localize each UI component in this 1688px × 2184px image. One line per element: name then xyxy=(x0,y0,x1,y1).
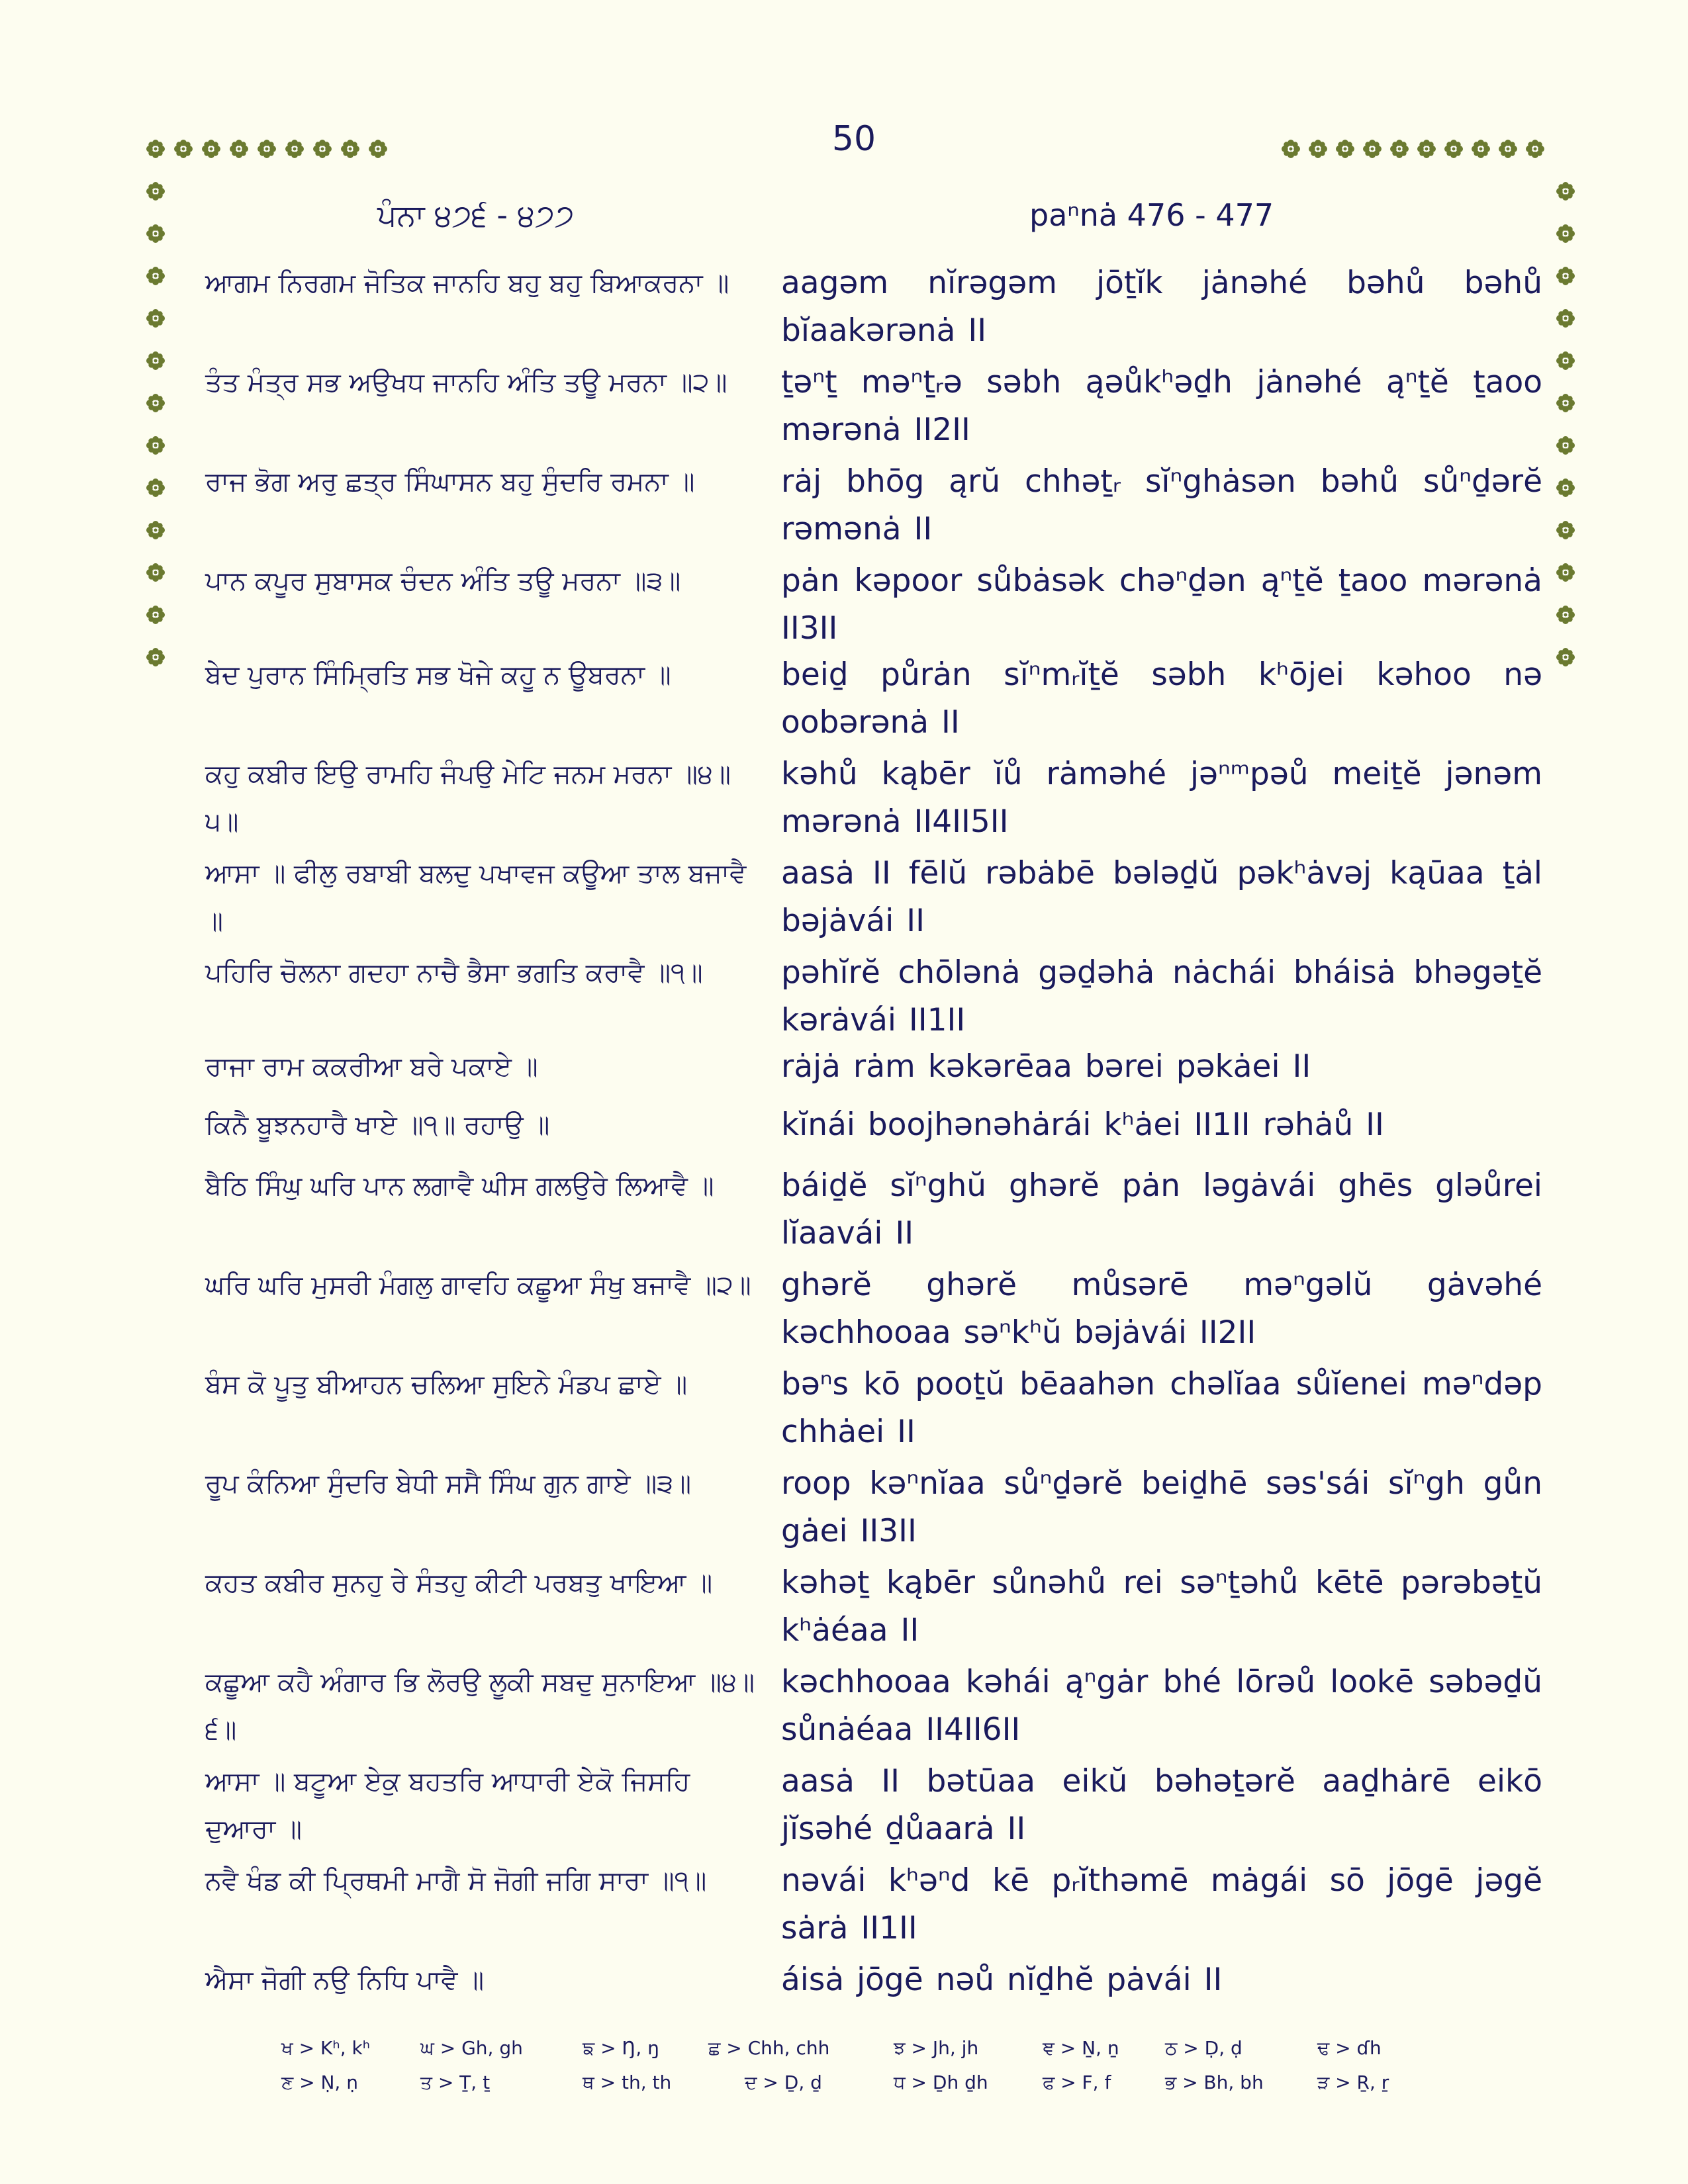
flower-ornament-icon xyxy=(1556,308,1575,328)
verse-gurmukhi: ਰਾਜਾ ਰਾਮ ਕਕਰੀਆ ਬਰੇ ਪਕਾਏ ॥ xyxy=(205,1052,538,1082)
flower-ornament-icon xyxy=(1556,351,1575,371)
flower-ornament-icon xyxy=(1525,139,1545,159)
flower-ornament-icon xyxy=(1498,139,1518,159)
flower-ornament-icon xyxy=(173,139,193,159)
flower-ornament-icon xyxy=(146,139,165,159)
legend-entry: ਞ > Ṉ, ṉ xyxy=(1043,2037,1119,2059)
verse-transliteration: áisȧ jōgē nəů nĭḏhĕ pȧvái II xyxy=(781,1962,1223,1998)
verse-gurmukhi: ਆਗਮ ਨਿਰਗਮ ਜੋਤਿਕ ਜਾਨਹਿ ਬਹੁ ਬਹੁ ਬਿਆਕਰਨਾ ॥ xyxy=(205,268,729,298)
verse-transliteration: pȧn kəpoor sůbȧsək chəⁿḏən ąⁿṯĕ ṯaoo mərənȧ II3II xyxy=(781,563,1542,647)
verse-gurmukhi: ਪਹਿਰਿ ਚੋਲਨਾ ਗਦਹਾ ਨਾਚੈ ਭੈਸਾ ਭਗਤਿ ਕਰਾਵੈ ॥੧॥ xyxy=(205,958,703,988)
verse-gurmukhi: ਕਿਨੈ ਬੂਝਨਹਾਰੈ ਖਾਏ ॥੧॥ ਰਹਾਉ ॥ xyxy=(205,1110,550,1140)
verse-transliteration: nəvái kʰəⁿd kē pᵣĭthəmē mȧgái sō jōgē jəgĕ sȧrȧ II1II xyxy=(781,1862,1542,1946)
flower-ornament-icon xyxy=(1556,393,1575,413)
legend-entry: ਭ > Bh, bh xyxy=(1165,2071,1264,2093)
flower-ornament-icon xyxy=(146,266,165,286)
verse-gurmukhi: ਬੈਠਿ ਸਿੰਘੁ ਘਰਿ ਪਾਨ ਲਗਾਵੈ ਘੀਸ ਗਲਉਰੇ ਲਿਆਵੈ ॥ xyxy=(205,1171,714,1201)
flower-ornament-icon xyxy=(146,478,165,498)
flower-ornament-icon xyxy=(1556,266,1575,286)
legend-entry: ਦ > Ḏ, ḏ xyxy=(745,2071,822,2093)
flower-ornament-icon xyxy=(1335,139,1355,159)
verse-transliteration: aasȧ II fēlŭ rəbȧbē bələḏŭ pəkʰȧvəj kąūaa ṯȧl bəjȧvái II xyxy=(781,855,1542,939)
verse-transliteration: ghərĕ ghərĕ můsərē məⁿgəlŭ gȧvəhé kəchhooaa səⁿkʰŭ bəjȧvái II2II xyxy=(781,1267,1542,1351)
verse-transliteration: aasȧ II bətūaa eikŭ bəhəṯərĕ aaḏhȧrē eikō jĭsəhé ḏůaarȧ II xyxy=(781,1763,1542,1847)
flower-ornament-icon xyxy=(1556,181,1575,201)
legend-entry: ਥ > th, th xyxy=(583,2071,672,2093)
flower-ornament-icon xyxy=(146,647,165,667)
verse-transliteration: bəⁿs kō pooṯŭ bēaahən chəlĭaa sůĭenei məⁿdəp chhȧei II xyxy=(781,1366,1542,1450)
flower-ornament-icon xyxy=(1362,139,1382,159)
flower-ornament-icon xyxy=(1308,139,1328,159)
verse-gurmukhi: ਤੰਤ ਮੰਤ੍ਰ ਸਭ ਅਉਖਧ ਜਾਨਹਿ ਅੰਤਿ ਤਊ ਮਰਨਾ ॥੨॥ xyxy=(205,367,727,398)
legend-entry: ਛ > Chh, chh xyxy=(708,2037,830,2059)
page-number: 50 xyxy=(831,119,876,159)
verse-gurmukhi: ਰਾਜ ਭੋਗ ਅਰੁ ਛਤ੍ਰ ਸਿੰਘਾਸਨ ਬਹੁ ਸੁੰਦਰਿ ਰਮਨਾ ॥ xyxy=(205,467,695,497)
legend-entry: ਠ > Ḍ, ḍ xyxy=(1165,2037,1243,2059)
flower-ornament-icon xyxy=(368,139,388,159)
flower-ornament-icon xyxy=(340,139,360,159)
flower-ornament-icon xyxy=(146,393,165,413)
flower-ornament-icon xyxy=(146,435,165,455)
verse-transliteration: báiḏĕ sĭⁿghŭ ghərĕ pȧn ləgȧvái ghēs gləůrei lĭaavái II xyxy=(781,1167,1542,1251)
legend-entry: ਧ > Ḏh ḏh xyxy=(894,2071,988,2093)
flower-ornament-icon xyxy=(146,224,165,244)
verse-gurmukhi: ਆਸਾ ॥ ਫੀਲੁ ਰਬਾਬੀ ਬਲਦੁ ਪਖਾਵਜ ਕਊਆ ਤਾਲ ਬਜਾਵੈ ॥ xyxy=(205,858,747,936)
verse-transliteration: aagəm nĭrəgəm jōṯĭk jȧnəhé bəhů bəhů bĭaakərənȧ II xyxy=(781,265,1542,349)
flower-ornament-icon xyxy=(1471,139,1491,159)
flower-ornament-icon xyxy=(146,351,165,371)
verse-gurmukhi: ਆਸਾ ॥ ਬਟੂਆ ਏਕੁ ਬਹਤਰਿ ਆਧਾਰੀ ਏਕੋ ਜਿਸਹਿ ਦੁਆਰਾ ॥ xyxy=(205,1766,690,1844)
verse-transliteration: roop kəⁿnĭaa sůⁿḏərĕ beiḏhē səs'sái sĭⁿgh gůn gȧei II3II xyxy=(781,1465,1542,1549)
flower-ornament-icon xyxy=(1556,478,1575,498)
verse-gurmukhi: ਪਾਨ ਕਪੂਰ ਸੁਬਾਸਕ ਚੰਦਨ ਅੰਤਿ ਤਊ ਮਰਨਾ ॥੩॥ xyxy=(205,566,681,596)
flower-ornament-icon xyxy=(146,181,165,201)
verse-transliteration: pəhĭrĕ chōlənȧ gəḏəhȧ nȧchái bháisȧ bhəgəṯĕ kərȧvái II1II xyxy=(781,954,1542,1038)
flower-ornament-icon xyxy=(1417,139,1436,159)
flower-ornament-icon xyxy=(146,605,165,625)
heading-roman: paⁿnȧ 476 - 477 xyxy=(1029,197,1274,233)
flower-ornament-icon xyxy=(1556,224,1575,244)
legend-entry: ਙ > Ŋ, ŋ xyxy=(583,2037,659,2059)
verse-transliteration: kəhů kąbēr ĭů rȧməhé jəⁿᵐpəů meiṯĕ jənəm mərənȧ II4II5II xyxy=(781,756,1542,840)
verse-gurmukhi: ਕਹਤ ਕਬੀਰ ਸੁਨਹੁ ਰੇ ਸੰਤਹੁ ਕੀਟੀ ਪਰਬਤੁ ਖਾਇਆ ॥ xyxy=(205,1568,713,1598)
verse-gurmukhi: ਨਵੈ ਖੰਡ ਕੀ ਪ੍ਰਿਥਮੀ ਮਾਗੈ ਸੋ ਜੋਗੀ ਜਗਿ ਸਾਰਾ ॥੧॥ xyxy=(205,1866,707,1896)
legend-entry: ਖ > Kʰ, kʰ xyxy=(281,2037,371,2059)
flower-ornament-icon xyxy=(1556,563,1575,582)
flower-ornament-icon xyxy=(146,520,165,540)
flower-ornament-icon xyxy=(312,139,332,159)
verse-transliteration: kĭnái boojhənəhȧrái kʰȧei II1II rəhȧů II xyxy=(781,1107,1384,1143)
legend-entry: ਝ > Jh, jh xyxy=(894,2037,979,2059)
flower-ornament-icon xyxy=(1389,139,1409,159)
flower-ornament-icon xyxy=(1556,647,1575,667)
flower-ornament-icon xyxy=(146,308,165,328)
verse-transliteration: rȧj bhōg ąrŭ chhəṯᵣ sĭⁿghȧsən bəhů sůⁿḏərĕ rəmənȧ II xyxy=(781,463,1542,547)
legend-entry: ਢ > ɗh xyxy=(1317,2037,1382,2059)
legend-entry: ੜ > Ṟ, ṟ xyxy=(1317,2071,1389,2093)
flower-ornament-icon xyxy=(285,139,305,159)
verse-gurmukhi: ਰੂਪ ਕੰਨਿਆ ਸੁੰਦਰਿ ਬੇਧੀ ਸਸੈ ਸਿੰਘ ਗੁਨ ਗਾਏ ॥੩॥ xyxy=(205,1469,692,1499)
verse-transliteration: kəhəṯ kąbēr sůnəhů rei səⁿṯəhů kētē pərəbəṯŭ kʰȧéaa II xyxy=(781,1565,1542,1649)
verse-gurmukhi: ਘਰਿ ਘਰਿ ਮੁਸਰੀ ਮੰਗਲੁ ਗਾਵਹਿ ਕਛੂਆ ਸੰਖੁ ਬਜਾਵੈ ॥੨॥ xyxy=(205,1270,751,1300)
legend-entry: ਤ > Ṯ, ṯ xyxy=(420,2071,491,2093)
flower-ornament-icon xyxy=(1444,139,1464,159)
verse-gurmukhi: ਬੇਦ ਪੁਰਾਨ ਸਿੰਮ੍ਰਿਤਿ ਸਭ ਖੋਜੇ ਕਹੂ ਨ ਊਬਰਨਾ ॥ xyxy=(205,660,671,690)
flower-ornament-icon xyxy=(201,139,221,159)
flower-ornament-icon xyxy=(1556,605,1575,625)
flower-ornament-icon xyxy=(1556,520,1575,540)
legend-entry: ਣ > Ṇ, ṇ xyxy=(281,2071,358,2093)
heading-gurmukhi: ਪੰਨਾ ੪੭੬ - ੪੭੭ xyxy=(377,197,575,233)
verse-transliteration: beiḏ půrȧn sĭⁿmᵣĭṯĕ səbh kʰōjei kəhoo nə oobərənȧ II xyxy=(781,657,1542,741)
flower-ornament-icon xyxy=(1281,139,1301,159)
flower-ornament-icon xyxy=(257,139,277,159)
verse-gurmukhi: ਬੰਸ ਕੋ ਪੂਤੁ ਬੀਆਹਨ ਚਲਿਆ ਸੁਇਨੇ ਮੰਡਪ ਛਾਏ ॥ xyxy=(205,1369,688,1400)
verse-transliteration: rȧjȧ rȧm kəkərēaa bərei pəkȧei II xyxy=(781,1048,1311,1085)
legend-entry: ਫ > F, f xyxy=(1043,2071,1111,2093)
verse-transliteration: kəchhooaa kəhái ąⁿgȧr bhé lōrəů lookē səbəḏŭ sůnȧéaa II4II6II xyxy=(781,1664,1542,1748)
flower-ornament-icon xyxy=(229,139,249,159)
verse-gurmukhi: ਐਸਾ ਜੋਗੀ ਨਉ ਨਿਧਿ ਪਾਵੈ ॥ xyxy=(205,1965,485,1995)
flower-ornament-icon xyxy=(1556,435,1575,455)
verse-gurmukhi: ਕਛੂਆ ਕਹੈ ਅੰਗਾਰ ਭਿ ਲੋਰਉ ਲੂਕੀ ਸਬਦੁ ਸੁਨਾਇਆ ॥੪॥੬॥ xyxy=(205,1667,755,1745)
verse-transliteration: ṯəⁿṯ məⁿṯᵣə səbh ąəůkʰəḏh jȧnəhé ąⁿṯĕ ṯaoo mərənȧ II2II xyxy=(781,364,1542,448)
legend-entry: ਘ > Gh, gh xyxy=(420,2037,523,2059)
flower-ornament-icon xyxy=(146,563,165,582)
verse-gurmukhi: ਕਹੁ ਕਬੀਰ ਇਉ ਰਾਮਹਿ ਜੰਪਉ ਮੇਟਿ ਜਨਮ ਮਰਨਾ ॥੪॥੫॥ xyxy=(205,759,731,837)
